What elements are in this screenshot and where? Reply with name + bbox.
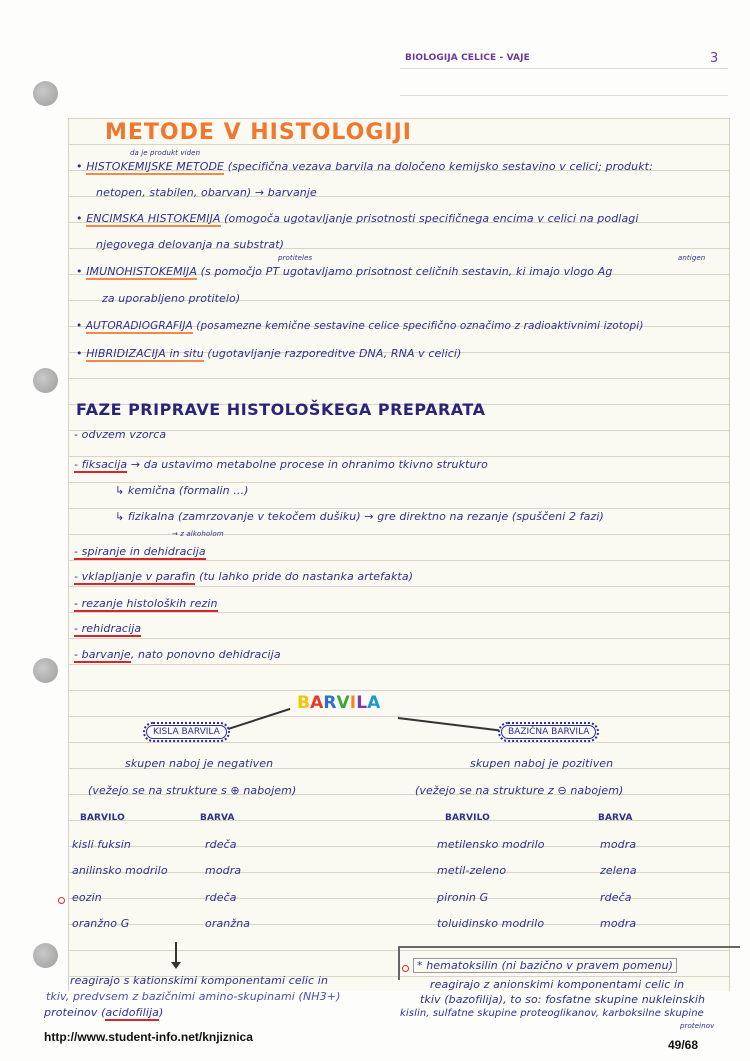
basic-note: kislin, sulfatne skupine proteoglikanov, karboksilne skupine: [400, 1008, 704, 1019]
title-letter: A: [367, 693, 381, 713]
punch-hole: [33, 368, 58, 393]
acid-binding: (vežejo se na strukture s ⊕ nabojem): [88, 784, 297, 797]
basic-charge: skupen naboj je pozitiven: [470, 757, 614, 770]
footer-page-count: 49/68: [668, 1038, 699, 1052]
method-line: netopen, stabilen, obarvan) → barvanje: [96, 186, 317, 199]
phase-step: - rehidracija: [74, 622, 142, 635]
acid-note-text: proteinov (acidofilija): [44, 1006, 164, 1019]
section-title-methods: METODE V HISTOLOGIJI: [105, 120, 412, 145]
arrow-head: [171, 962, 181, 969]
punch-hole: [33, 81, 58, 106]
header-rule: [400, 95, 728, 96]
hematoxylin-note: * hematoksilin (ni bazično v pravem pomenu): [413, 958, 677, 973]
basic-dye-name: pironin G: [437, 891, 489, 904]
phase-step: - rezanje histoloških rezin: [74, 597, 218, 610]
basic-note: proteinov: [680, 1022, 715, 1030]
phase-step: - vklapljanje v parafin (tu lahko pride do nastanka artefakta): [74, 570, 414, 583]
phase-substep: ↳ kemična (formalin ...): [115, 484, 249, 497]
annotation: da je produkt viden: [130, 149, 201, 157]
punch-hole: [33, 943, 58, 968]
basic-dye-color: rdeča: [600, 891, 632, 904]
title-letter: L: [356, 693, 368, 713]
acid-dyes-label: KISLA BARVILA: [143, 722, 230, 742]
acid-dye-color: oranžna: [205, 917, 251, 930]
title-letter: B: [297, 693, 311, 713]
title-letter: V: [336, 693, 350, 713]
basic-dye-name: metilensko modrilo: [437, 838, 545, 851]
title-letter: A: [310, 693, 324, 713]
acid-charge: skupen naboj je negativen: [125, 757, 274, 770]
acid-dye-name: oranžno G: [72, 917, 130, 930]
basic-binding: (vežejo se na strukture z ⊖ nabojem): [415, 784, 624, 797]
method-line: • HISTOKEMIJSKE METODE (specifična vezava barvila na določeno kemijsko sestavino v celici; produkt:: [76, 160, 653, 173]
basic-col-header: BARVILO: [445, 813, 490, 823]
basic-dye-color: modra: [600, 838, 637, 851]
annotation: protiteles: [278, 254, 313, 262]
basic-dye-color: zelena: [600, 864, 637, 877]
phase-substep: ↳ fizikalna (zamrzovanje v tekočem dušiku) → gre direktno na rezanje (spuščeni 2 fazi): [115, 510, 604, 523]
punch-hole: [33, 658, 58, 683]
title-letter: I: [349, 693, 357, 713]
acid-dye-name: anilinsko modrilo: [72, 864, 168, 877]
acid-col-header: BARVILO: [80, 813, 125, 823]
method-line: za uporabljeno protitelo): [102, 292, 241, 305]
header-subject: BIOLOGIJA CELICE - VAJE: [405, 53, 530, 63]
basic-dye-name: metil-zeleno: [437, 864, 507, 877]
phase-step: - barvanje, nato ponovno dehidracija: [74, 648, 281, 661]
acid-dye-color: modra: [205, 864, 242, 877]
section-title-phases: FAZE PRIPRAVE HISTOLOŠKEGA PREPARATA: [76, 400, 486, 419]
section-title-dyes: [297, 693, 380, 713]
phase-step: - odvzem vzorca: [74, 428, 167, 441]
annotation: antigen: [678, 254, 706, 262]
title-letter: R: [323, 693, 337, 713]
method-line: • HIBRIDIZACIJA in situ (ugotavljanje razporeditve DNA, RNA v celici): [76, 347, 462, 360]
basic-dye-color: modra: [600, 917, 637, 930]
annotation: → z alkoholom: [172, 530, 224, 538]
acid-col-header: BARVA: [200, 813, 235, 823]
acid-dye-color: rdeča: [205, 891, 237, 904]
basic-col-header: BARVA: [598, 813, 633, 823]
basic-note: tkiv (bazofilija), to so: fosfatne skupine nukleinskih: [420, 993, 706, 1006]
header-rule: [400, 68, 728, 69]
acid-dye-name: eozin: [72, 891, 102, 904]
footer-url[interactable]: http://www.student-info.net/knjiznica: [44, 1030, 253, 1044]
phase-step: - fiksacija → da ustavimo metabolne procese in ohranimo tkivno strukturo: [74, 458, 488, 471]
red-marker: [402, 965, 409, 972]
basic-dye-name: toluidinsko modrilo: [437, 917, 545, 930]
acid-note: [44, 1006, 163, 1019]
method-line: • IMUNOHISTOKEMIJA (s pomočjo PT ugotavljamo prisotnost celičnih sestavin, ki imajo vlogo Ag: [76, 265, 613, 278]
basic-note: reagirajo z anionskimi komponentami celic in: [430, 978, 685, 991]
basic-dyes-label: BAZIČNA BARVILA: [498, 722, 599, 742]
phase-step: - spiranje in dehidracija: [74, 545, 206, 558]
acid-note: tkiv, predvsem z bazičnimi amino-skupinami (NH3+): [46, 990, 341, 1003]
page-number: 3: [710, 51, 719, 66]
method-line: • ENCIMSKA HISTOKEMIJA (omogoča ugotavljanje prisotnosti specifičnega encima v celici na podlagi: [76, 212, 639, 225]
arrow-down: [175, 942, 177, 964]
method-line: njegovega delovanja na substrat): [96, 238, 285, 251]
acid-dye-color: rdeča: [205, 838, 237, 851]
red-marker: [58, 897, 65, 904]
acid-note: reagirajo s kationskimi komponentami celic in: [70, 974, 329, 987]
acid-dye-name: kisli fuksin: [72, 838, 131, 851]
method-line: • AUTORADIOGRAFIJA (posamezne kemične sestavine celice specifično označimo z radioaktivnimi izotopi): [76, 320, 644, 332]
